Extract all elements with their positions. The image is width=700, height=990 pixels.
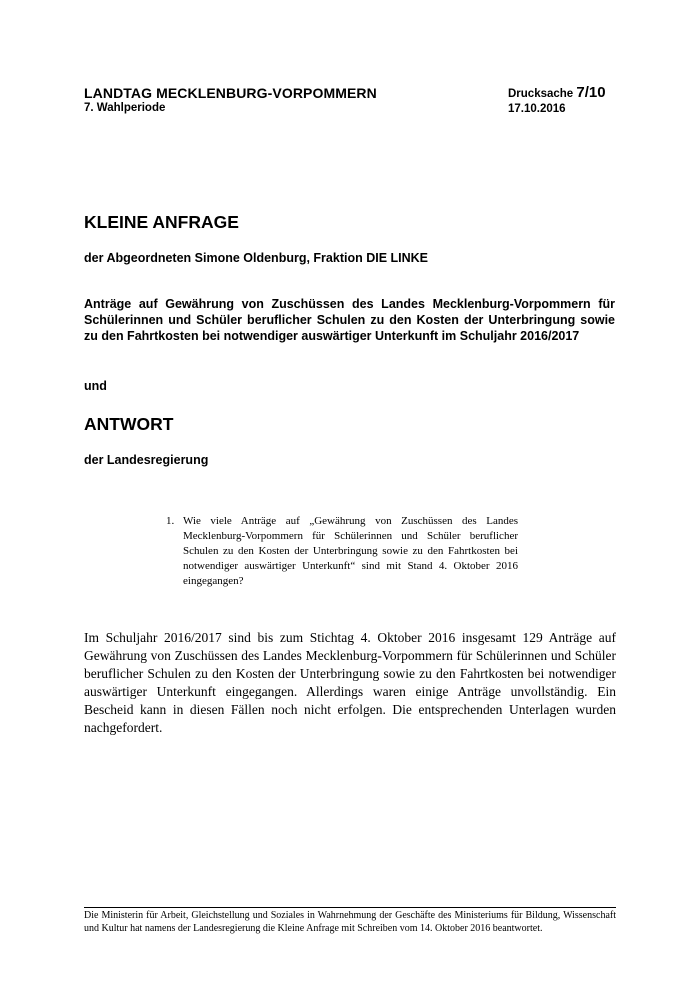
author-line: der Abgeordneten Simone Oldenburg, Fraktion DIE LINKE — [84, 251, 429, 265]
drucksache-number: 7/10 — [576, 84, 606, 101]
drucksache-line — [508, 85, 606, 102]
answer-paragraph: Im Schuljahr 2016/2017 sind bis zum Stichtag 4. Oktober 2016 insgesamt 129 Anträge auf Gewährung von Zuschüssen des Landes Mecklenburg-Vorpommern für Schülerinnen und Schüler beruflicher Schulen zu den Kosten der Unterbringung sowie zu den Fahrtkosten bei notwendiger auswärtiger Unterkunft eingegangen. Allerdings waren einige Anträge unvollständig. Ein Bescheid kann in diesen Fällen noch nicht erfolgen. Die entsprechenden Unterlagen wurden nachgefordert. — [84, 630, 616, 735]
footer-note: Die Ministerin für Arbeit, Gleichstellung und Soziales in Wahrnehmung der Geschäfte des Ministeriums für Bildung, Wissenschaft und Kultur hat namens der Landesregierung die Kleine Anfrage mit Schreiben vom 14. Oktober 2016 beantwortet. — [84, 910, 616, 934]
responder-line: der Landesregierung — [84, 453, 209, 467]
parliament-name: LANDTAG MECKLENBURG-VORPOMMERN — [84, 85, 377, 101]
header-left — [84, 85, 377, 115]
question-block — [166, 514, 518, 589]
kleine-anfrage-heading: KLEINE ANFRAGE — [84, 212, 239, 232]
election-period: 7. Wahlperiode — [84, 102, 166, 114]
subject-title: Anträge auf Gewährung von Zuschüssen des Landes Mecklenburg-Vorpommern für Schülerinnen und Schüler beruflicher Schulen zu den Kosten der Unterbringung sowie zu den Fahrtkosten bei notwendiger auswärtiger Unterkunft im Schuljahr 2016/2017 — [84, 297, 615, 343]
antwort-heading: ANTWORT — [84, 414, 174, 434]
und-text: und — [84, 379, 107, 393]
question-number: 1. — [166, 515, 175, 527]
footer-divider — [84, 907, 616, 908]
drucksache-label: Drucksache — [508, 88, 574, 100]
question-text: Wie viele Anträge auf „Gewährung von Zuschüssen des Landes Mecklenburg-Vorpommern für Schülerinnen und Schüler beruflicher Schulen zu den Kosten der Unterbringung sowie zu den Fahrtkosten bei notwendiger auswärtiger Unterkunft“ sind mit Stand 4. Oktober 2016 eingegangen? — [183, 515, 518, 587]
document-date: 17.10.2016 — [508, 103, 566, 115]
header-right — [508, 85, 606, 116]
